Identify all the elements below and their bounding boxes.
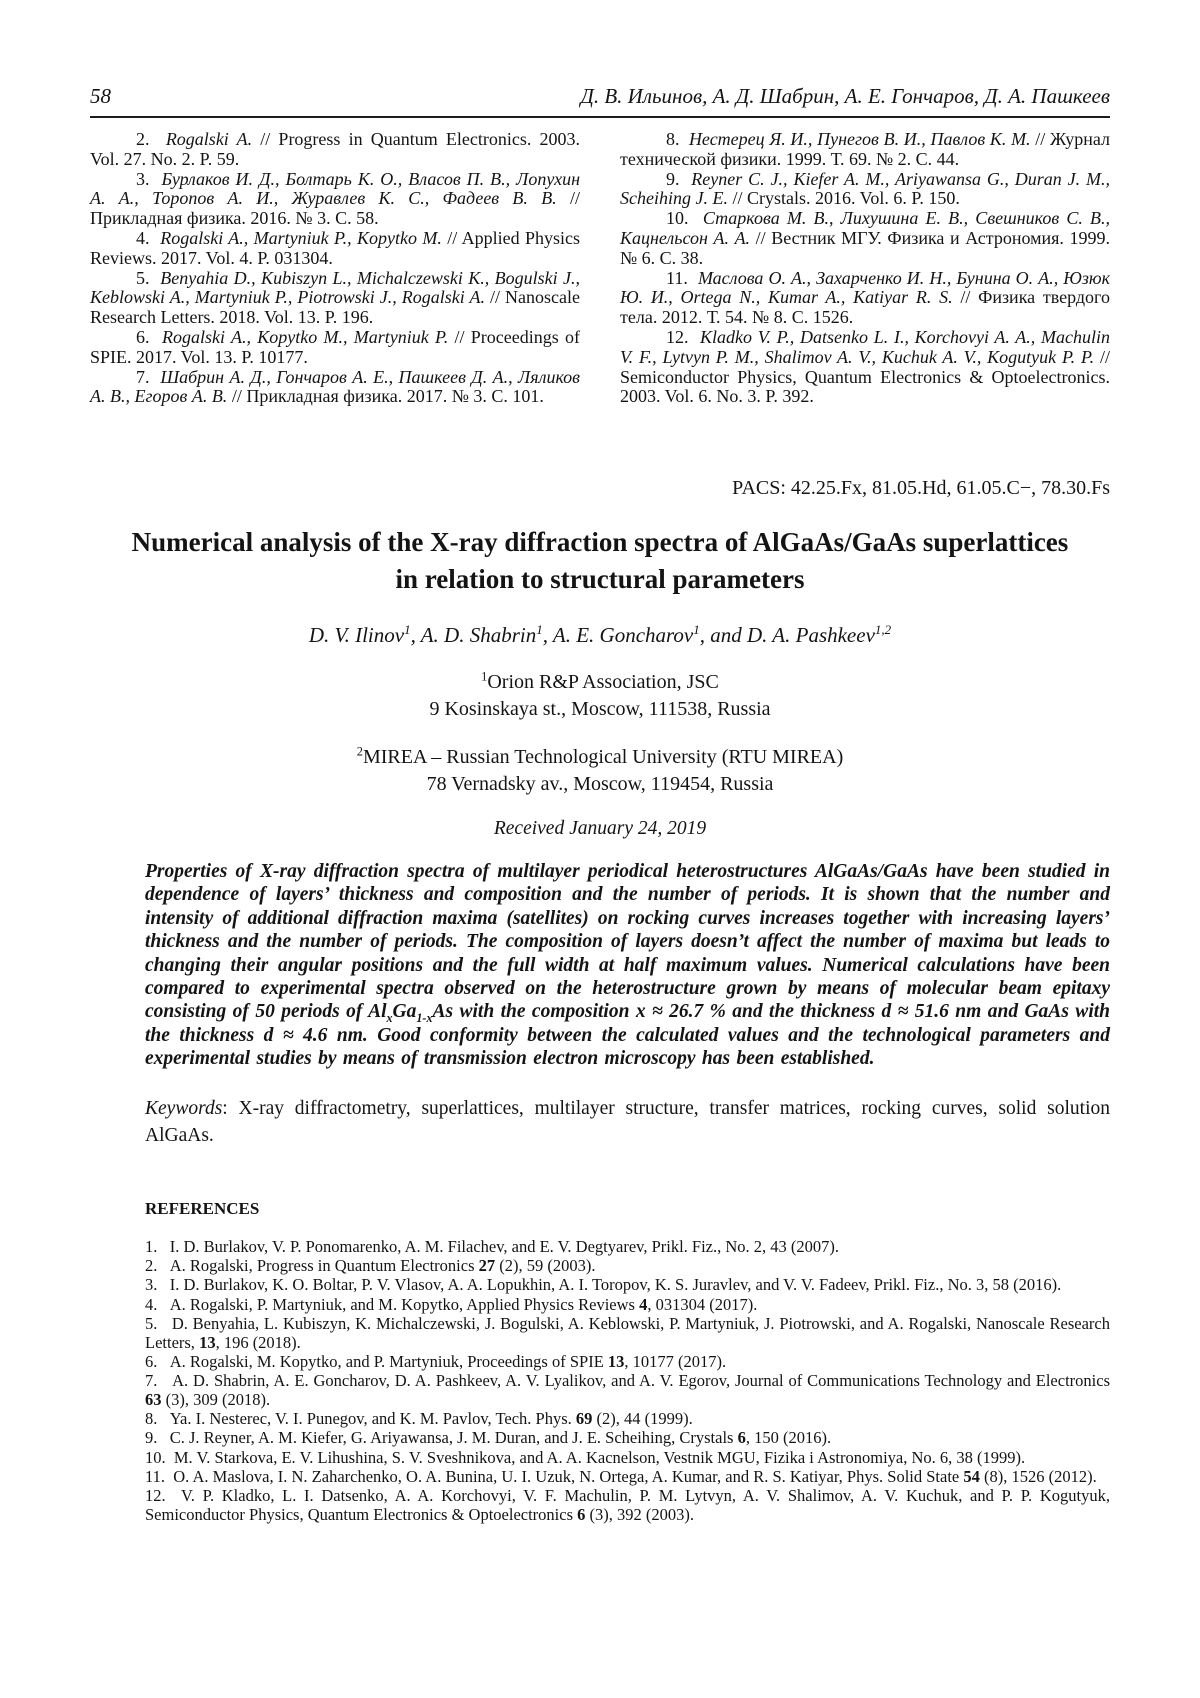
reference-entry: 2. Rogalski A. // Progress in Quantum Electronics. 2003. Vol. 27. No. 2. P. 59. <box>90 129 580 169</box>
reference-entry: 11. Маслова О. А., Захарченко И. Н., Бунина О. А., Юзюк Ю. И., Ortega N., Kumar A., Katiyar R. S. // Физика твердого тела. 2012. Т. 54. № 8. С. 1526. <box>620 267 1110 328</box>
reference-entry: 7. Шабрин А. Д., Гончаров А. Е., Пашкеев Д. А., Ляликов А. В., Егоров А. В. // Прикладная физика. 2017. № 3. С. 101. <box>90 366 581 407</box>
reference-entry: 10. Старкова М. В., Лихушина Е. В., Свешников С. В., Кацнельсон А. А. // Вестник МГУ. Физика и Астрономия. 1999. № 6. С. 38. <box>620 208 1110 268</box>
reference-entry: 5. Benyahia D., Kubiszyn L., Michalczewski K., Bogulski J., Keblowski A., Martyniuk P., Piotrowski J., Rogalski A. // Nanoscale Research Letters. 2018. Vol. 13. P. 196. <box>90 267 581 328</box>
reference-column-left <box>90 130 580 407</box>
reference-entry: 4. Rogalski A., Martyniuk P., Kopytko M. // Applied Physics Reviews. 2017. Vol. 4. P. 031304. <box>90 227 581 268</box>
affiliation-1 <box>90 669 1110 723</box>
affiliation-2-address: 78 Vernadsky av., Moscow, 119454, Russia <box>426 773 774 796</box>
reference-item: 12. V. P. Kladko, L. I. Datsenko, A. A. Korchovyi, V. F. Machulin, P. M. Lytvyn, A. V. Shalimov, A. V. Kuchuk, and P. P. Kogutyuk, Semiconductor Physics, Quantum Electronics & Optoelectronics 6 (3), 392 (2003). <box>145 1485 1110 1524</box>
references-heading: REFERENCES <box>145 1199 260 1219</box>
reference-entry: 12. Kladko V. P., Datsenko L. I., Korchovyi A. A., Machulin V. F., Lytvyn P. M., Shalimov A. V., Kuchuk A. V., Kogutyuk P. P. // Semiconductor Physics, Quantum Electronics & Optoelectronics. 2003. Vol. 6. No. 3. P. 392. <box>620 326 1110 407</box>
affiliation-1-name: $^1$Orion R&P Association, JSC <box>481 669 719 694</box>
received-date: Received January 24, 2019 <box>493 818 707 840</box>
author-line: D. V. Ilinov$^1$, A. D. Shabrin$^1$, A. E. Goncharov$^1$, and D. A. Pashkeev$^{1,2}$ <box>308 622 892 648</box>
affiliation-2 <box>90 744 1110 798</box>
reference-entry: 6. Rogalski A., Kopytko M., Martyniuk P. // Proceedings of SPIE. 2017. Vol. 13. P. 10177. <box>90 326 580 367</box>
keywords: Keywords: X-ray diffractometry, superlattices, multilayer structure, transfer matrices, rocking curves, solid solution AlGaAs. <box>145 1097 1110 1146</box>
references-list <box>145 1237 1110 1524</box>
reference-item: 11. O. A. Maslova, I. N. Zaharchenko, O. A. Bunina, U. I. Uzuk, N. Ortega, A. Kumar, and R. S. Katiyar, Phys. Solid State 54 (8), 1526 (2012). <box>145 1466 1097 1486</box>
reference-item: 3. I. D. Burlakov, K. O. Boltar, P. V. Vlasov, A. A. Lopukhin, A. I. Toropov, K. S. Juravlev, and V. V. Fadeev, Prikl. Fiz., No. 3, 58 (2016). <box>145 1275 1062 1295</box>
reference-entry: 8. Нестерец Я. И., Пунегов В. И., Павлов К. М. // Журнал технической физики. 1999. Т. 69. № 2. С. 44. <box>620 129 1111 169</box>
affiliation-1-address: 9 Kosinskaya st., Moscow, 111538, Russia <box>429 698 771 721</box>
pacs-line: PACS: 42.25.Fx, 81.05.Hd, 61.05.C−, 78.30.Fs <box>732 477 1110 500</box>
reference-item: 2. A. Rogalski, Progress in Quantum Electronics 27 (2), 59 (2003). <box>145 1256 596 1276</box>
reference-column-right <box>620 130 1110 407</box>
reference-item: 4. A. Rogalski, P. Martyniuk, and M. Kopytko, Applied Physics Reviews 4, 031304 (2017). <box>145 1294 758 1314</box>
reference-entry: 9. Reyner C. J., Kiefer A. M., Ariyawansa G., Duran J. M., Scheihing J. E. // Crystals. 2016. Vol. 6. P. 150. <box>620 168 1111 209</box>
affiliation-2-name: $^2$MIREA – Russian Technological University (RTU MIREA) <box>356 744 844 769</box>
abstract: Properties of X-ray diffraction spectra of multilayer periodical heterostructures AlGaAs/GaAs have been studied in dependence of layers’ thickness and composition and the number of periods. It is shown that the number and intensity of additional diffraction maxima (satellites) on rocking curves increases together with increasing layers’ thickness and the number of periods. The composition of layers doesn’t affect the number of maxima but leads to changing their angular positions and the full width at half maximum values. Numerical calculations have been compared to experimental spectra observed on the heterostructure grown by means of molecular beam epitaxy consisting of 50 periods of $Al_xGa_{1-x}As$ with the composition x ≈ 26.7 % and the thickness d ≈ 51.6 nm and GaAs with the thickness d ≈ 4.6 nm. Good conformity between the calculated values and the technological parameters and experimental studies by means of transmission electron microscopy has been established. <box>145 861 1110 1070</box>
top-reference-columns <box>90 130 1110 407</box>
page-header <box>90 84 1110 118</box>
reference-item: 8. Ya. I. Nesterec, V. I. Punegov, and K. M. Pavlov, Tech. Phys. 69 (2), 44 (1999). <box>145 1409 693 1429</box>
reference-item: 7. A. D. Shabrin, A. E. Goncharov, D. A. Pashkeev, A. V. Lyalikov, and A. V. Egorov, Journal of Communications Technology and Electronics 63 (3), 309 (2018). <box>145 1371 1110 1410</box>
article-title: Numerical analysis of the X-ray diffraction spectra of AlGaAs/GaAs superlattices in relation to structural parameters <box>131 527 1069 594</box>
reference-item: 5. D. Benyahia, L. Kubiszyn, K. Michalczewski, J. Bogulski, A. Keblowski, P. Martyniuk, J. Piotrowski, and A. Rogalski, Nanoscale Research Letters, 13, 196 (2018). <box>145 1313 1110 1352</box>
reference-item: 10. M. V. Starkova, E. V. Lihushina, S. V. Sveshnikova, and A. A. Kacnelson, Vestnik MGU, Fizika i Astronomiya, No. 6, 38 (1999). <box>145 1447 1026 1467</box>
reference-item: 1. I. D. Burlakov, V. P. Ponomarenko, A. M. Filachev, and E. V. Degtyarev, Prikl. Fiz., No. 2, 43 (2007). <box>145 1237 840 1257</box>
reference-item: 9. C. J. Reyner, A. M. Kiefer, G. Ariyawansa, J. M. Duran, and J. E. Scheihing, Crystals 6, 150 (2016). <box>145 1428 832 1448</box>
reference-item: 6. A. Rogalski, M. Kopytko, and P. Martyniuk, Proceedings of SPIE 13, 10177 (2017). <box>145 1351 727 1371</box>
running-head-authors: Д. В. Ильинов, А. Д. Шабрин, А. Е. Гончаров, Д. А. Пашкеев <box>580 84 1110 108</box>
page-number: 58 <box>90 84 111 108</box>
reference-entry: 3. Бурлаков И. Д., Болтарь К. О., Власов П. В., Лопухин А. А., Торопов А. И., Журавлев К. С., Фадеев В. В. // Прикладная физика. 2016. № 3. С. 58. <box>90 168 580 229</box>
